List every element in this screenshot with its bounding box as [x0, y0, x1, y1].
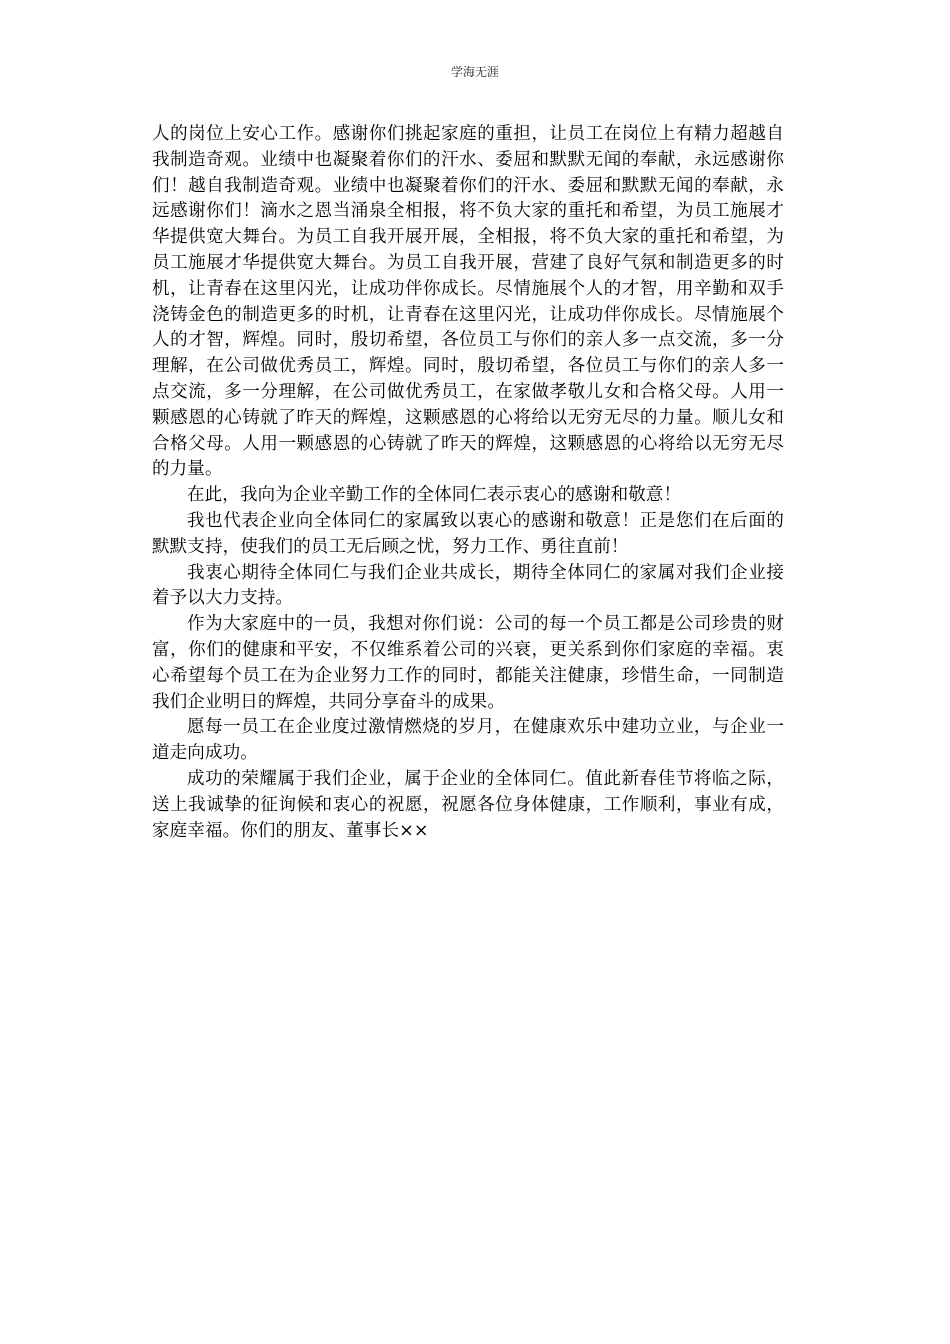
paragraph-continuation: 人的岗位上安心工作。感谢你们挑起家庭的重担，让员工在岗位上有精力超越自我制造奇观。业绩中也凝聚着你们的汗水、委屈和默默无闻的奉献，永远感谢你们！越自我制造奇观。业绩中也凝聚着你们的汗水、委屈和默默无闻的奉献，永远感谢你们！滴水之恩当涌泉全相报，将不负大家的重托和希望，为员工施展才华提供宽大舞台。为员工自我开展开展，全相报，将不负大家的重托和希望，为员工施展才华提供宽大舞台。为员工自我开展，营建了良好气氛和制造更多的时机，让青春在这里闪光，让成功伴你成长。尽情施展个人的才智，用辛勤和双手浇铸金色的制造更多的时机，让青春在这里闪光，让成功伴你成长。尽情施展个人的才智，辉煌。同时，殷切希望，各位员工与你们的亲人多一点交流，多一分理解，在公司做优秀员工，辉煌。同时，殷切希望，各位员工与你们的亲人多一点交流，多一分理解，在公司做优秀员工，在家做孝敬儿女和合格父母。人用一颗感恩的心铸就了昨天的辉煌，这颗感恩的心将给以无穷无尽的力量。顺儿女和合格父母。人用一颗感恩的心铸就了昨天的辉煌，这颗感恩的心将给以无穷无尽的力量。 [152, 124, 784, 480]
paragraph-family-thanks: 我也代表企业向全体同仁的家属致以衷心的感谢和敬意！正是您们在后面的默默支持，使我们的员工无后顾之忧，努力工作、勇往直前！ [152, 510, 784, 557]
paragraph-gratitude: 在此，我向为企业辛勤工作的全体同仁表示衷心的感谢和敬意！ [187, 485, 682, 506]
page-header: 学海无涯 [450, 65, 499, 79]
paragraph-health: 作为大家庭中的一员，我想对你们说：公司的每一个员工都是公司珍贵的财富，你们的健康和平安，不仅维系着公司的兴衰，更关系到你们家庭的幸福。衷心希望每个员工在为企业努力工作的同时，都能关注健康，珍惜生命，一同制造我们企业明日的辉煌，共同分享奋斗的成果。 [152, 614, 784, 712]
document-body [152, 122, 784, 844]
paragraph-wish: 愿每一员工在企业度过激情燃烧的岁月，在健康欢乐中建功立业，与企业一道走向成功。 [152, 717, 784, 764]
paragraph-closing: 成功的荣耀属于我们企业，属于企业的全体同仁。值此新春佳节将临之际，送上我诚挚的征询候和衷心的祝愿，祝愿各位身体健康，工作顺利，事业有成，家庭幸福。你们的朋友、董事长×× [152, 768, 784, 841]
paragraph-grow-together: 我衷心期待全体同仁与我们企业共成长，期待全体同仁的家属对我们企业接着予以大力支持。 [152, 562, 784, 609]
